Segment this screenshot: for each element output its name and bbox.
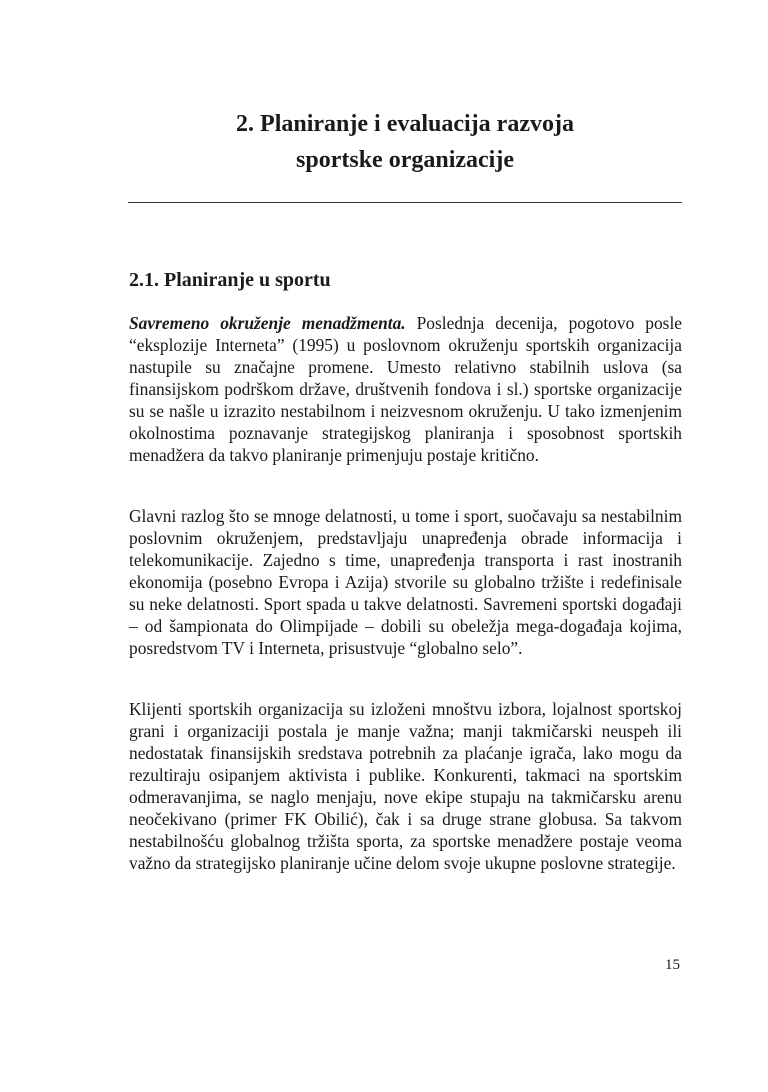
page-number: 15 — [665, 957, 680, 973]
section-heading: 2.1. Planiranje u sportu — [129, 269, 331, 291]
paragraph-1-lead: Savremeno okruženje menadžmenta. — [129, 313, 406, 333]
chapter-title-line-2: sportske organizacije — [296, 147, 514, 173]
title-divider — [128, 202, 682, 203]
paragraph-1-text: Poslednja decenija, pogotovo posle “eksplozije Interneta” (1995) u poslovnom okruženju sportskih organizacija nastupile su značajne promene. Umesto relativno stabilnih uslova (sa finansijskom podrškom države, društvenih fondova i sl.) sportske organizacije su se našle u izrazito nestabilnom i neizvesnom okruženju. U tako izmenjenim okolnostima poznavanje strategijskog planiranja i sposobnost sportskih menadžera da takvo planiranje primenjuju postaje kritično. — [129, 313, 682, 465]
paragraph-1 — [129, 312, 682, 466]
paragraph-2: Glavni razlog što se mnoge delatnosti, u tome i sport, suočavaju sa nestabilnim poslovnim okruženjem, predstavljaju unapređenja obrade informacija i telekomunikacije. Zajedno s time, unapređenja transporta i rast inostranih ekonomija (posebno Evropa i Azija) stvorile su globalno tržište i redefinisale su neke delatnosti. Sport spada u takve delatnosti. Savremeni sportski događaji – od šampionata do Olimpijade – dobili su obeležja mega-događaja kojima, posredstvom TV i Interneta, prisustvuje “globalno selo”. — [129, 506, 682, 658]
chapter-title — [120, 106, 690, 178]
chapter-title-line-1: 2. Planiranje i evaluacija razvoja — [236, 111, 574, 137]
paragraph-3: Klijenti sportskih organizacija su izloženi mnoštvu izbora, lojalnost sportskoj grani i organizaciji postala je manje važna; manji takmičarski neuspeh ili nedostatak finansijskih sredstava potrebnih za plaćanje igrača, lako mogu da rezultiraju osipanjem aktivista i publike. Konkurenti, takmaci na sportskim odmeravanjima, se naglo menjaju, nove ekipe stupaju na takmičarsku arenu neočekivano (primer FK Obilić), čak i sa druge strane globusa. Sa takvom nestabilnošću globalnog tržišta sporta, za sportske menadžere postaje veoma važno da strategijsko planiranje učine delom svoje ukupne poslovne strategije. — [129, 699, 682, 873]
